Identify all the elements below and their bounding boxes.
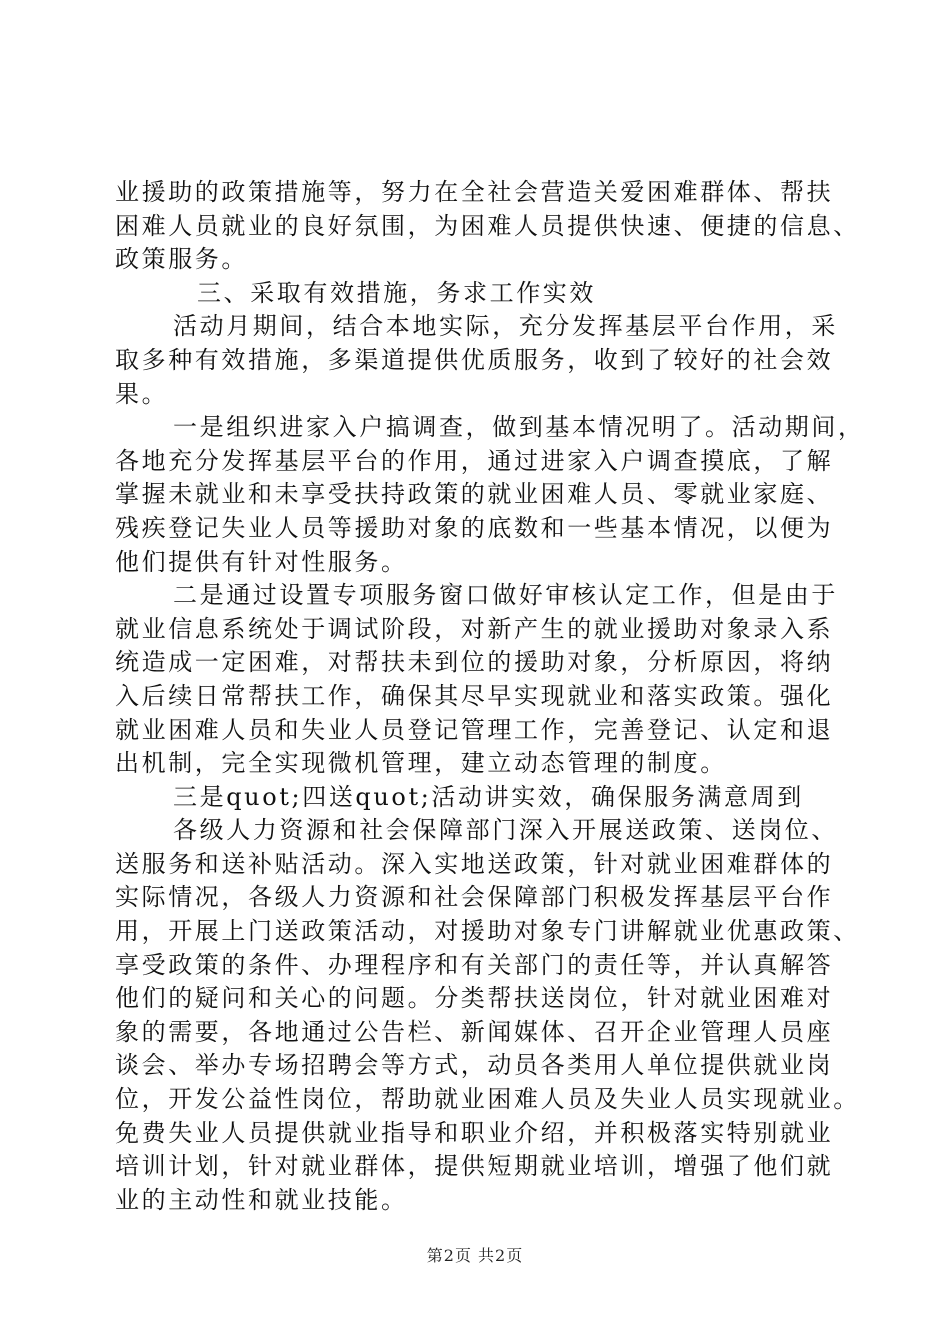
text-line: 他们提供有针对性服务。	[115, 547, 408, 576]
text-line: 谈会、举办专场招聘会等方式，动员各类用人单位提供就业岗	[115, 1051, 834, 1080]
page-footer: 第2页 共2页	[426, 1246, 524, 1265]
text-line: 二是通过设置专项服务窗口做好审核认定工作，但是由于	[173, 581, 838, 610]
text-line: 残疾登记失业人员等援助对象的底数和一些基本情况，以便为	[115, 513, 834, 542]
text-line: 果。	[115, 379, 169, 408]
text-line: 入后续日常帮扶工作，确保其尽早实现就业和落实政策。强化	[115, 681, 834, 710]
text-line: 各级人力资源和社会保障部门深入开展送政策、送岗位、	[173, 816, 838, 845]
text-line: 取多种有效措施，多渠道提供优质服务，收到了较好的社会效	[115, 345, 834, 374]
text-line: 实际情况，各级人力资源和社会保障部门积极发挥基层平台作	[115, 883, 834, 912]
text-line: 困难人员就业的良好氛围，为困难人员提供快速、便捷的信息、	[115, 211, 860, 240]
text-line: 统造成一定困难，对帮扶未到位的援助对象，分析原因，将纳	[115, 648, 834, 677]
text-line: 一是组织进家入户搞调查，做到基本情况明了。活动期间，	[173, 413, 865, 442]
text-line: 活动月期间，结合本地实际，充分发挥基层平台作用，采	[173, 312, 838, 341]
text-line: 政策服务。	[115, 245, 248, 274]
text-line: 就业信息系统处于调试阶段，对新产生的就业援助对象录入系	[115, 614, 834, 643]
text-line: 培训计划，针对就业群体，提供短期就业培训，增强了他们就	[115, 1152, 834, 1181]
text-line: 象的需要，各地通过公告栏、新闻媒体、召开企业管理人员座	[115, 1017, 834, 1046]
text-line: 掌握未就业和未享受扶持政策的就业困难人员、零就业家庭、	[115, 480, 834, 509]
text-line: 免费失业人员提供就业指导和职业介绍，并积极落实特别就业	[115, 1118, 834, 1147]
text-line: 用，开展上门送政策活动，对援助对象专门讲解就业优惠政策、	[115, 917, 860, 946]
document-body	[115, 176, 865, 1217]
text-line: 各地充分发挥基层平台的作用，通过进家入户调查摸底，了解	[115, 446, 834, 475]
text-line: 业援助的政策措施等，努力在全社会营造关爱困难群体、帮扶	[115, 178, 834, 206]
text-line: 三、采取有效措施，务求工作实效	[197, 278, 596, 307]
text-line: 就业困难人员和失业人员登记管理工作，完善登记、认定和退	[115, 715, 834, 744]
text-line: 享受政策的条件、办理程序和有关部门的责任等，并认真解答	[115, 950, 834, 979]
text-line: 出机制，完全实现微机管理，建立动态管理的制度。	[115, 749, 727, 778]
text-line: 送服务和送补贴活动。深入实地送政策，针对就业困难群体的	[115, 849, 834, 878]
text-line: 三是quot;四送quot;活动讲实效，确保服务满意周到	[173, 782, 804, 811]
text-line: 业的主动性和就业技能。	[115, 1185, 408, 1214]
text-line: 他们的疑问和关心的问题。分类帮扶送岗位，针对就业困难对	[115, 984, 834, 1013]
text-line: 位，开发公益性岗位，帮助就业困难人员及失业人员实现就业。	[115, 1085, 860, 1114]
